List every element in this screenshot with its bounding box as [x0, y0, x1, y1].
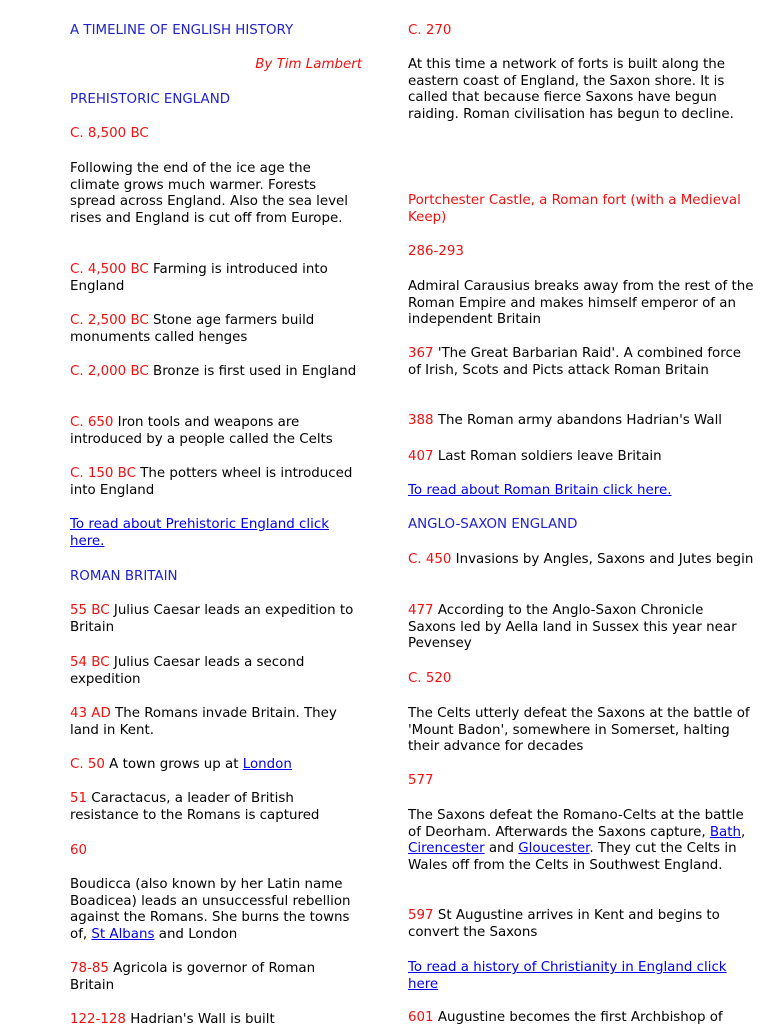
- entry-date: 54 BC: [70, 655, 110, 670]
- link-cirencester[interactable]: Cirencester: [408, 841, 485, 857]
- entry-date: 78-85: [70, 961, 109, 976]
- entry-450: [408, 552, 754, 569]
- entry-text: Julius Caesar leads an expedition to Britain: [70, 603, 354, 635]
- entry-388: [408, 413, 754, 430]
- entry-text: Bronze is first used in England: [148, 364, 357, 379]
- entry-date: 43 AD: [70, 706, 111, 721]
- heading-roman-britain: ROMAN BRITAIN: [70, 569, 178, 584]
- date-577: 577: [408, 773, 434, 788]
- entry-text: The Romans invade Britain. They land in Kent.: [70, 706, 337, 738]
- link-roman-britain[interactable]: To read about Roman Britain click here.: [408, 483, 672, 498]
- entry-date: 367: [408, 346, 434, 361]
- entry-date: 122-128: [70, 1012, 126, 1024]
- entry-date: 388: [408, 413, 434, 428]
- date-8500bc: C. 8,500 BC: [70, 126, 149, 141]
- entry-text: Caractacus, a leader of British resistance to the Romans is captured: [70, 791, 320, 823]
- entry-54bc: [70, 655, 362, 688]
- entry-601: [408, 1010, 754, 1024]
- entry-text: . They cut the Celts in Wales off from the Celts in Southwest England.: [408, 841, 737, 873]
- entry-date: C. 4,500 BC: [70, 262, 149, 277]
- date-270: C. 270: [408, 23, 452, 38]
- date-520: C. 520: [408, 671, 452, 686]
- date-286-293: 286-293: [408, 244, 464, 259]
- entry-78-85: [70, 961, 362, 994]
- entry-8500bc-text: Following the end of the ice age the climate grows much warmer. Forests spread across England. Also the sea level rises and England is cut off from Europe.: [70, 161, 348, 226]
- entry-367: [408, 346, 754, 379]
- link-prehistoric-england[interactable]: To read about Prehistoric England click here.: [70, 517, 329, 549]
- link-christianity-england[interactable]: To read a history of Christianity in England click here: [408, 960, 727, 992]
- entry-date: 51: [70, 791, 88, 806]
- date-60: 60: [70, 843, 88, 858]
- entry-date: C. 650: [70, 415, 114, 430]
- entry-286-text: Admiral Carausius breaks away from the rest of the Roman Empire and makes himself emperor of an independent Britain: [408, 279, 754, 328]
- entry-text: Boudicca (also known by her Latin name Boadicea) leads an unsuccessful rebellion against the Romans. She burns the towns of,: [70, 877, 351, 942]
- entry-text: and: [484, 841, 519, 857]
- entry-text: St Augustine arrives in Kent and begins to convert the Saxons: [408, 908, 720, 940]
- entry-650: [70, 415, 362, 448]
- entry-date: 597: [408, 908, 434, 923]
- entry-text: Augustine becomes the first Archbishop of: [433, 1010, 723, 1024]
- entry-55bc: [70, 603, 362, 636]
- entry-51: [70, 791, 362, 824]
- link-gloucester[interactable]: Gloucester: [518, 841, 590, 857]
- document-title: A TIMELINE OF ENGLISH HISTORY: [70, 23, 294, 38]
- entry-date: C. 150 BC: [70, 466, 136, 481]
- entry-text: According to the Anglo-Saxon Chronicle Saxons led by Aella land in Sussex this year near Pevensey: [408, 603, 737, 652]
- entry-122-128: [70, 1012, 362, 1024]
- entry-text: Agricola is governor of Roman Britain: [70, 961, 316, 993]
- entry-597: [408, 908, 754, 941]
- entry-50: [70, 757, 362, 774]
- entry-270-text: At this time a network of forts is built along the eastern coast of England, the Saxon shore. It is called that because fierce Saxons have begun raiding. Roman civilisation has begun to decline.: [408, 57, 734, 122]
- entry-60-text: [70, 877, 362, 943]
- entry-text: 'The Great Barbarian Raid'. A combined force of Irish, Scots and Picts attack Roman Britain: [408, 346, 742, 378]
- author-byline: By Tim Lambert: [255, 57, 362, 72]
- entry-date: C. 2,500 BC: [70, 313, 149, 328]
- entry-text: ,: [741, 824, 746, 840]
- entry-text: and London: [154, 926, 238, 942]
- entry-43ad: [70, 706, 362, 739]
- entry-407: [408, 449, 754, 466]
- entry-text: The Roman army abandons Hadrian's Wall: [433, 413, 723, 428]
- entry-date: 55 BC: [70, 603, 110, 618]
- entry-text: Invasions by Angles, Saxons and Jutes begin: [451, 552, 754, 567]
- entry-150bc: [70, 466, 362, 499]
- image-caption-portchester: Portchester Castle, a Roman fort (with a Medieval Keep): [408, 193, 741, 225]
- entry-text: Last Roman soldiers leave Britain: [433, 449, 662, 464]
- entry-text: Hadrian's Wall is built: [125, 1012, 275, 1024]
- heading-anglo-saxon-england: ANGLO-SAXON ENGLAND: [408, 517, 578, 532]
- entry-text: Farming is introduced into England: [70, 262, 328, 294]
- heading-prehistoric-england: PREHISTORIC ENGLAND: [70, 92, 231, 107]
- entry-4500bc: [70, 262, 362, 295]
- entry-text: Julius Caesar leads a second expedition: [70, 655, 305, 687]
- entry-date: 477: [408, 603, 434, 618]
- link-st-albans[interactable]: St Albans: [91, 926, 155, 942]
- entry-text: Stone age farmers build monuments called henges: [70, 313, 315, 345]
- link-london[interactable]: London: [242, 757, 292, 772]
- entry-date: C. 50: [70, 757, 105, 772]
- entry-date: 601: [408, 1010, 434, 1024]
- entry-date: 407: [408, 449, 434, 464]
- prehistoric-link-paragraph: [70, 517, 362, 550]
- entry-520-text: The Celts utterly defeat the Saxons at the battle of 'Mount Badon', somewhere in Somerset, halting their advance for decades: [408, 706, 750, 755]
- entry-text: A town grows up at: [104, 757, 243, 772]
- link-bath[interactable]: Bath: [709, 824, 742, 840]
- entry-text: The potters wheel is introduced into England: [70, 466, 353, 498]
- entry-date: C. 450: [408, 552, 452, 567]
- roman-link-paragraph: [408, 483, 754, 500]
- entry-577-text: [408, 808, 754, 874]
- entry-2500bc: [70, 313, 362, 346]
- entry-date: C. 2,000 BC: [70, 364, 149, 379]
- entry-2000bc: [70, 364, 362, 381]
- entry-text: The Saxons defeat the Romano-Celts at the battle of Deorham. Afterwards the Saxons capture,: [408, 808, 744, 840]
- entry-477: [408, 603, 754, 653]
- entry-text: Iron tools and weapons are introduced by a people called the Celts: [70, 415, 333, 447]
- christianity-link-paragraph: [408, 960, 754, 993]
